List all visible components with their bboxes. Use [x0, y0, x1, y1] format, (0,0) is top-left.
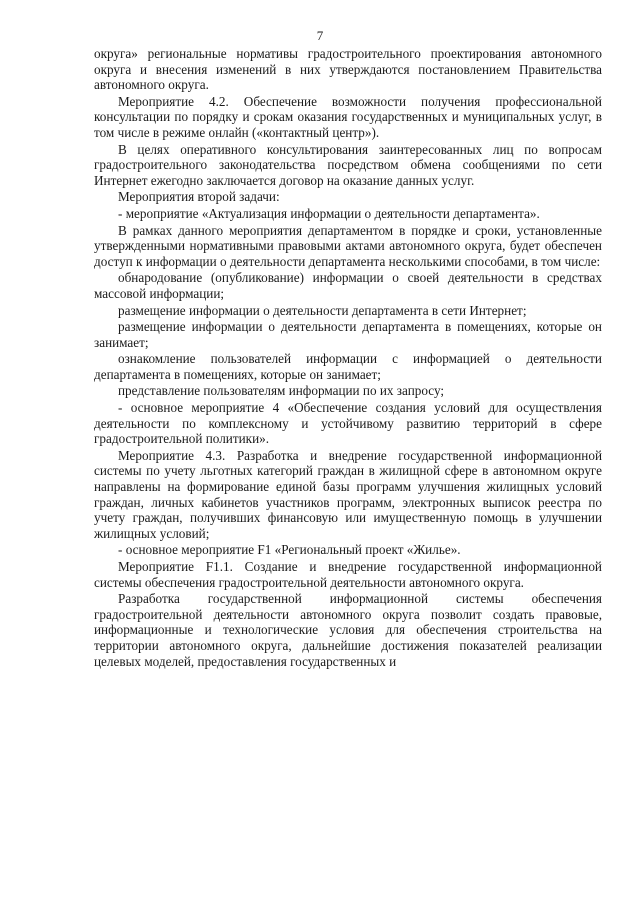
document-body	[94, 46, 602, 670]
paragraph: обнародование (опубликование) информации о своей деятельности в средствах массовой информации;	[94, 270, 602, 301]
paragraph: ознакомление пользователей информации с информацией о деятельности департамента в помещениях, которые он занимает;	[94, 351, 602, 382]
paragraph: Мероприятие F1.1. Создание и внедрение государственной информационной системы обеспечения градостроительной деятельности автономного округа.	[94, 559, 602, 590]
paragraph: Разработка государственной информационной системы обеспечения градостроительной деятельности автономного округа позволит создать правовые, информационные и технологические условия для обеспечения строительства на территории автономного округа, дальнейшие достижения показателей реализации целевых моделей, предоставления государственных и	[94, 591, 602, 669]
paragraph: - мероприятие «Актуализация информации о деятельности департамента».	[118, 205, 540, 221]
page-number: 7	[316, 28, 324, 43]
paragraph: Мероприятие 4.3. Разработка и внедрение государственной информационной системы по учету льготных категорий граждан в жилищной сфере в автономном округе направлены на формирование единой базы программ улучшения жилищных условий граждан, личных кабинетов участников программ, электронных выписок реестра по учету граждан, получивших финансовую или имущественную помощь в улучшении жилищных условий;	[94, 447, 602, 541]
paragraph: Мероприятия второй задачи:	[118, 189, 280, 205]
paragraph: - основное мероприятие F1 «Региональный проект «Жилье».	[118, 542, 461, 558]
paragraph: размещение информации о деятельности департамента в помещениях, которые он занимает;	[94, 319, 602, 350]
paragraph: представление пользователям информации по их запросу;	[118, 383, 445, 399]
paragraph: - основное мероприятие 4 «Обеспечение создания условий для осуществления деятельности по комплексному и устойчивому развитию территорий в сфере градостроительной политики».	[94, 400, 602, 447]
paragraph: Мероприятие 4.2. Обеспечение возможности получения профессиональной консультации по порядку и срокам оказания государственных и муниципальных услуг, в том числе в режиме онлайн («контактный центр»).	[94, 93, 602, 140]
paragraph: округа» региональные нормативы градостроительного проектирования автономного округа и внесения изменений в них утверждаются постановлением Правительства автономного округа.	[94, 46, 602, 93]
paragraph: В целях оперативного консультирования заинтересованных лиц по вопросам градостроительного законодательства посредством обмена сообщениями по сети Интернет ежегодно заключается договор на оказание данных услуг.	[94, 141, 602, 188]
paragraph: В рамках данного мероприятия департаментом в порядке и сроки, установленные утвержденными нормативными правовыми актами автономного округа, будет обеспечен доступ к информации о деятельности департамента несколькими способами, в том числе:	[94, 222, 602, 269]
paragraph: размещение информации о деятельности департамента в сети Интернет;	[118, 302, 527, 318]
